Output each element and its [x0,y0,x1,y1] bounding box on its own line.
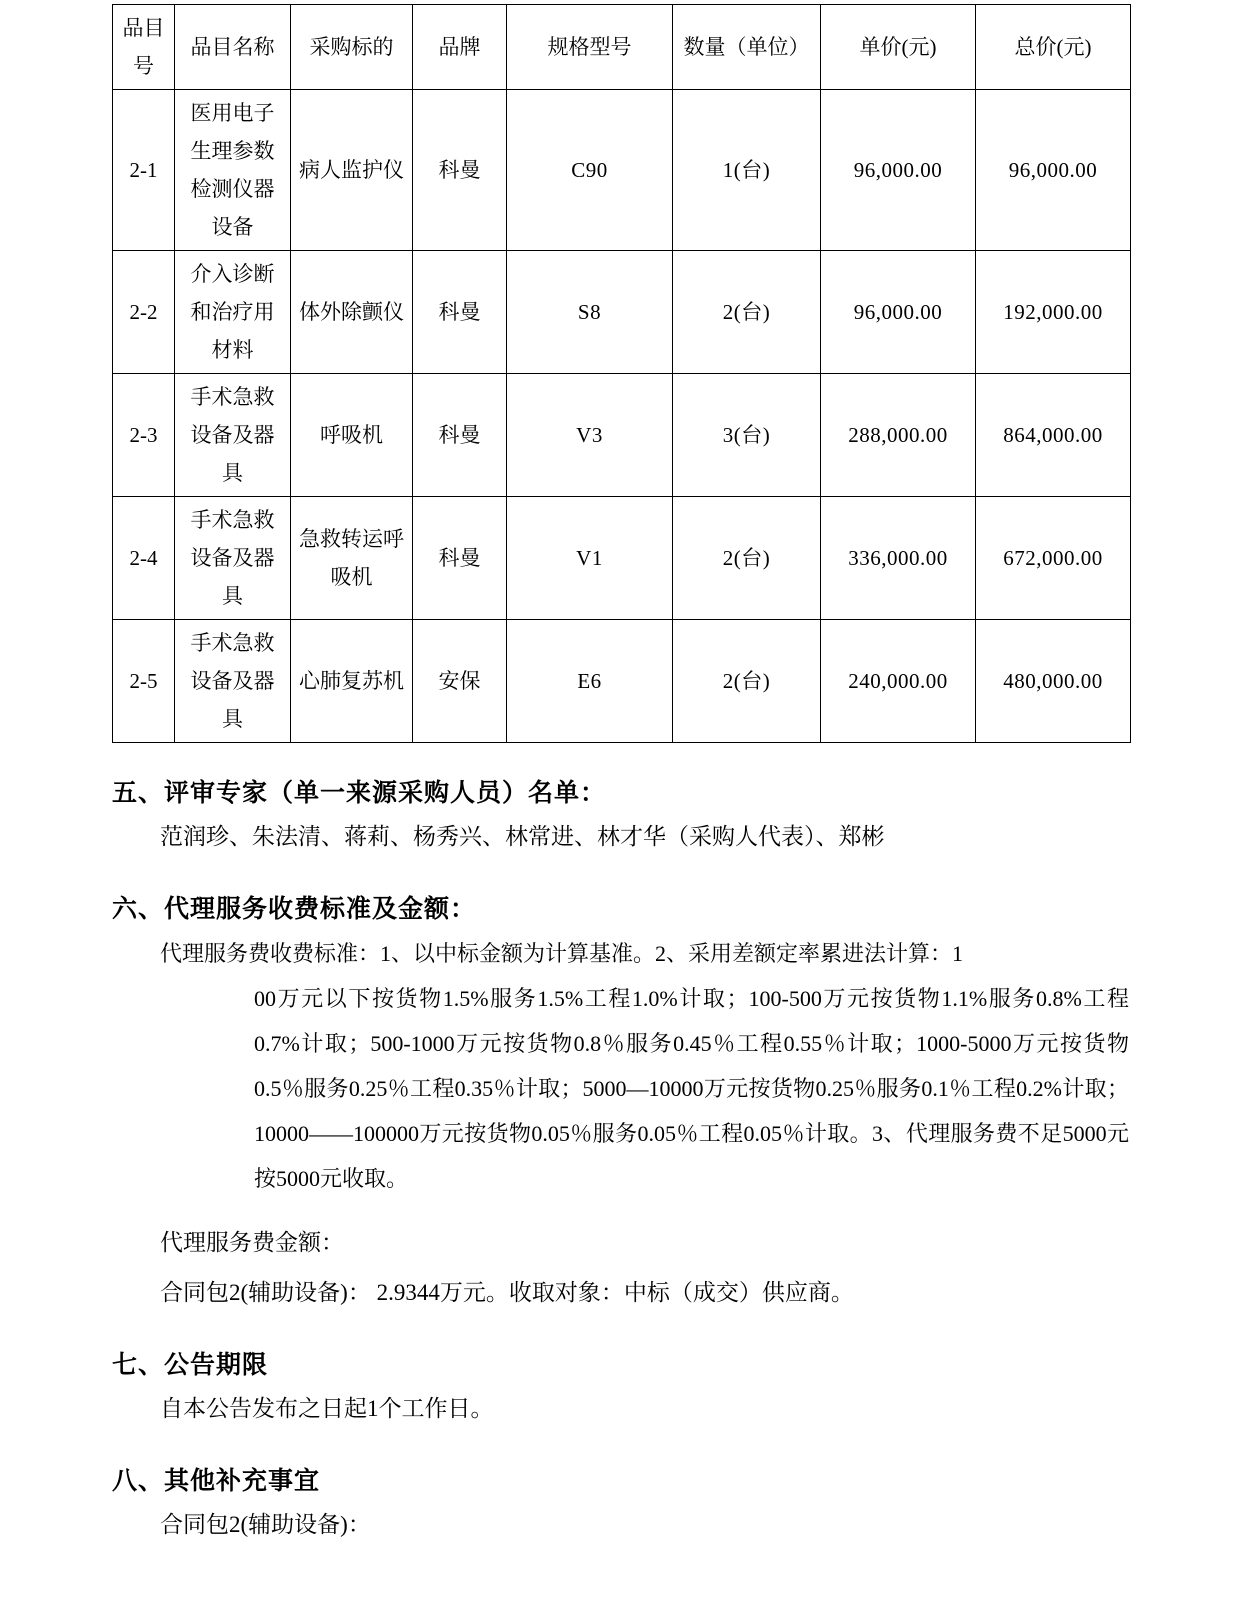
cell-unit-price: 288,000.00 [821,374,976,497]
cell-model: V3 [507,374,673,497]
cell-unit-price: 240,000.00 [821,620,976,743]
cell-item-name: 介入诊断和治疗用材料 [175,251,291,374]
cell-unit-price: 96,000.00 [821,251,976,374]
table-row [113,620,1131,743]
cell-subject: 体外除颤仪 [291,251,413,374]
column-header-brand: 品牌 [413,5,507,90]
cell-brand: 科曼 [413,374,507,497]
section-six-heading: 六、代理服务收费标准及金额： [112,896,477,923]
table-row [113,497,1131,620]
cell-subject: 心肺复苏机 [291,620,413,743]
table-header-row [113,5,1131,90]
column-header-total-price: 总价(元) [976,5,1131,90]
section-six-amount-detail: 合同包2(辅助设备)： 2.9344万元。收取对象：中标（成交）供应商。 [160,1280,854,1305]
cell-total-price: 672,000.00 [976,497,1131,620]
cell-item-name: 手术急救设备及器具 [175,497,291,620]
cell-model: S8 [507,251,673,374]
cell-quantity: 2(台) [673,497,821,620]
cell-quantity: 1(台) [673,90,821,251]
cell-item-name: 手术急救设备及器具 [175,374,291,497]
spacer [112,1205,1129,1215]
column-header-item-name: 品目名称 [175,5,291,90]
section-five-experts: 范润珍、朱法清、蒋莉、杨秀兴、林常进、林才华（采购人代表）、郑彬 [160,824,885,849]
cell-model: V1 [507,497,673,620]
cell-unit-price: 336,000.00 [821,497,976,620]
cell-brand: 科曼 [413,90,507,251]
section-six-amount-label: 代理服务费金额： [160,1230,344,1255]
cell-item-no: 2-1 [113,90,175,251]
cell-item-no: 2-4 [113,497,175,620]
table-row [113,90,1131,251]
cell-model: E6 [507,620,673,743]
cell-brand: 科曼 [413,497,507,620]
cell-item-no: 2-3 [113,374,175,497]
fee-standard-line1: 代理服务费收费标准：1、以中标金额为计算基准。2、采用差额定率累进法计算：1 [160,941,964,966]
fee-standard-rest: 00万元以下按货物1.5%服务1.5%工程1.0%计取；100-500万元按货物1.1%服务0.8%工程0.7%计取；500-1000万元按货物0.8％服务0.45％工程0.55％计取；1000-5000万元按货物0.5％服务0.25％工程0.35％计取；5000—10000万元按货物0.25％服务0.1％工程0.2%计取；10000——100000万元按货物0.05％服务0.05％工程0.05％计取。3、代理服务费不足5000元按5000元收取。 [254,986,1129,1191]
section-eight-text: 合同包2(辅助设备)： [160,1512,371,1537]
column-header-model: 规格型号 [507,5,673,90]
cell-total-price: 480,000.00 [976,620,1131,743]
cell-subject: 急救转运呼吸机 [291,497,413,620]
cell-brand: 科曼 [413,251,507,374]
cell-unit-price: 96,000.00 [821,90,976,251]
table-row [113,251,1131,374]
column-header-quantity: 数量（单位） [673,5,821,90]
section-six-fee-standard [112,931,1129,1201]
section-eight-heading: 八、其他补充事宜 [112,1468,321,1495]
cell-item-name: 手术急救设备及器具 [175,620,291,743]
cell-quantity: 3(台) [673,374,821,497]
cell-total-price: 864,000.00 [976,374,1131,497]
column-header-unit-price: 单价(元) [821,5,976,90]
table-row [113,374,1131,497]
cell-model: C90 [507,90,673,251]
cell-item-name: 医用电子生理参数检测仪器设备 [175,90,291,251]
section-seven-text: 自本公告发布之日起1个工作日。 [160,1396,494,1421]
cell-subject: 病人监护仪 [291,90,413,251]
cell-quantity: 2(台) [673,620,821,743]
column-header-subject: 采购标的 [291,5,413,90]
section-seven-heading: 七、公告期限 [112,1352,269,1379]
section-five-heading: 五、评审专家（单一来源采购人员）名单： [112,780,607,807]
cell-quantity: 2(台) [673,251,821,374]
cell-item-no: 2-5 [113,620,175,743]
procurement-items-table [112,4,1131,743]
cell-brand: 安保 [413,620,507,743]
cell-total-price: 192,000.00 [976,251,1131,374]
cell-total-price: 96,000.00 [976,90,1131,251]
cell-subject: 呼吸机 [291,374,413,497]
cell-item-no: 2-2 [113,251,175,374]
document-page [0,4,1241,1622]
column-header-item-no: 品目号 [113,5,175,90]
